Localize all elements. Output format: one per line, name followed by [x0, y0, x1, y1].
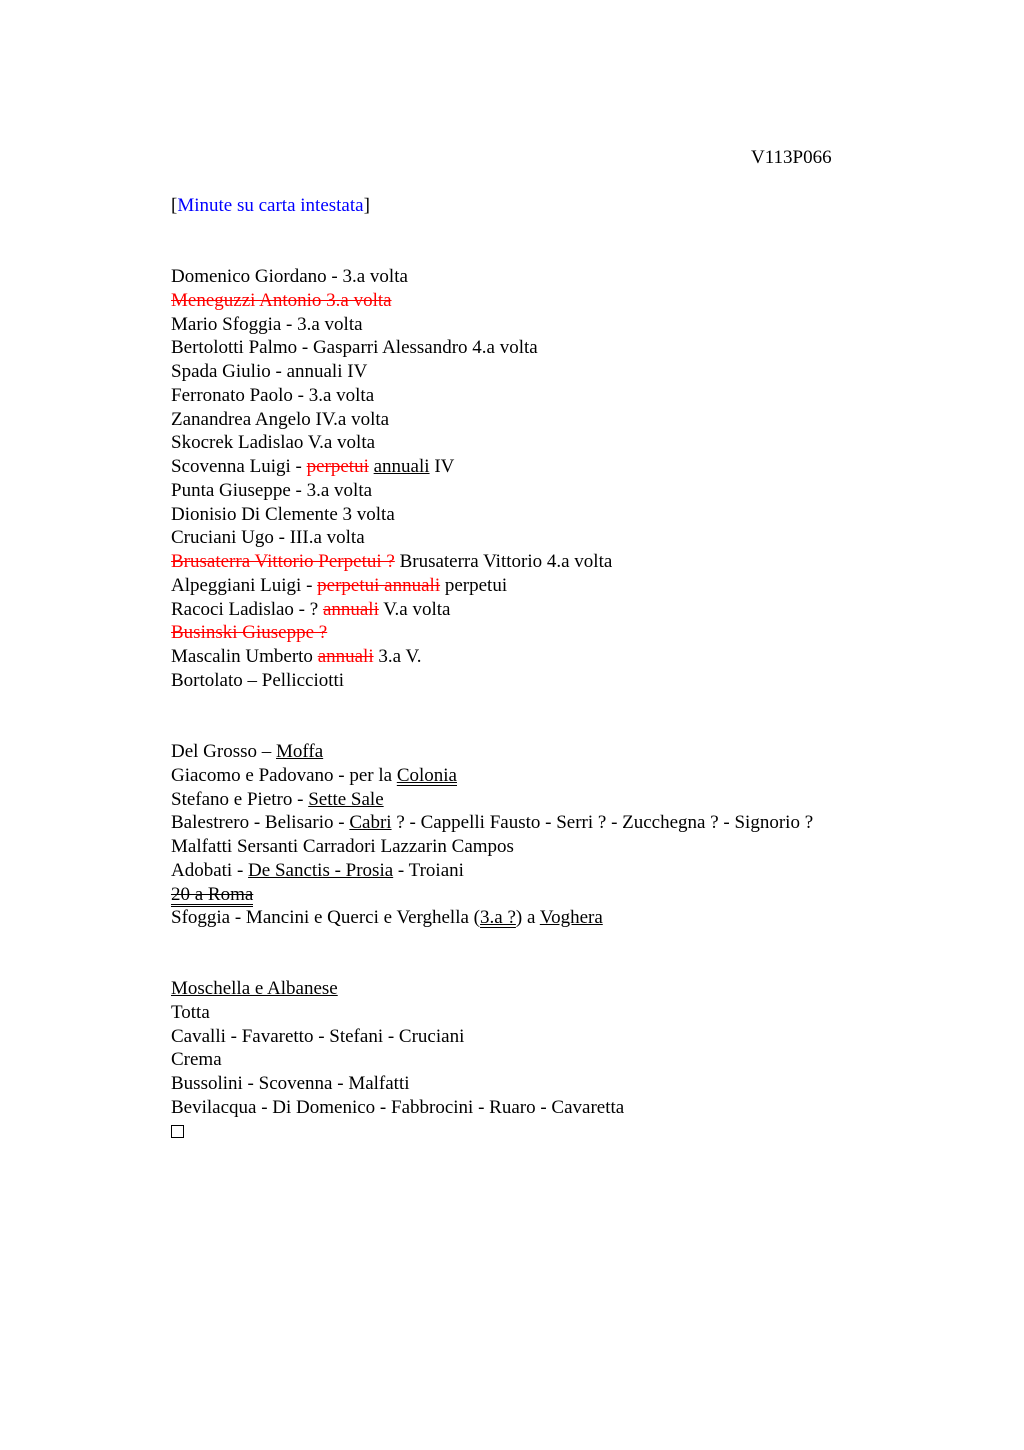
- line-text: - Troiani: [393, 859, 464, 881]
- list-line: Bussolini - Scovenna - Malfatti: [171, 1073, 410, 1094]
- list-line: Punta Giuseppe - 3.a volta: [171, 479, 373, 501]
- deleted-text: annuali: [322, 598, 379, 620]
- list-line: Dionisio Di Clemente 3 volta: [171, 503, 395, 525]
- note-bracket-open: [: [171, 195, 178, 216]
- list-line-deleted: Meneguzzi Antonio 3.a volta: [171, 289, 392, 311]
- list-line: [171, 883, 813, 907]
- line-text: Del Grosso –: [171, 741, 277, 762]
- line-text: Racoci Ladislao - ?: [171, 598, 323, 620]
- list-line: [171, 645, 612, 669]
- list-line: Bertolotti Palmo - Gasparri Alessandro 4.a volta: [171, 337, 538, 359]
- deleted-text: Brusaterra Vittorio Perpetui ?: [171, 551, 395, 572]
- list-line: Spada Giulio - annuali IV: [171, 361, 368, 382]
- list-line: Domenico Giordano - 3.a volta: [171, 266, 408, 287]
- deleted-text: perpetui: [306, 456, 369, 477]
- line-text: ? - Cappelli Fausto - Serri ? - Zucchegna ? - Signorio ?: [391, 812, 814, 834]
- note-bracket-close: ]: [363, 195, 370, 216]
- deleted-text: perpetui annuali: [317, 574, 441, 596]
- line-text: V.a volta: [378, 598, 451, 620]
- struck-text: 20 a Roma: [171, 883, 254, 905]
- line-text: IV: [429, 456, 455, 477]
- line-text: Sfoggia - Mancini e Querci e Verghella (: [171, 907, 481, 929]
- line-text: Giacomo e Padovano - per la: [171, 764, 397, 786]
- list-line: Malfatti Sersanti Carradori Lazzarin Campos: [171, 836, 514, 857]
- double-underlined-text: 3.a ?: [480, 907, 516, 929]
- double-underlined-text: Colonia: [396, 764, 457, 786]
- underlined-text: De Sanctis - Prosia: [248, 859, 394, 881]
- page-id: V113P066: [751, 147, 832, 168]
- list-line: Totta: [171, 1001, 210, 1023]
- underlined-text: Moschella e Albanese: [171, 978, 338, 999]
- list-line: [171, 740, 813, 764]
- note-text: Minute su carta intestata: [177, 195, 364, 216]
- list-line: [171, 859, 813, 883]
- line-text: Alpeggiani Luigi -: [171, 574, 318, 596]
- list-line: Skocrek Ladislao V.a volta: [171, 432, 376, 454]
- list-line: [171, 977, 624, 1001]
- list-line: [171, 598, 612, 622]
- name-list-block-1: [171, 265, 612, 693]
- line-text: Balestrero - Belisario -: [171, 812, 350, 834]
- list-line: Mario Sfoggia - 3.a volta: [171, 313, 363, 335]
- line-text: ) a: [515, 907, 540, 929]
- end-mark: [171, 1120, 624, 1144]
- list-line: Cavalli - Favaretto - Stefani - Cruciani: [171, 1025, 465, 1047]
- list-line: Zanandrea Angelo IV.a volta: [171, 408, 390, 430]
- line-text: Brusaterra Vittorio 4.a volta: [394, 551, 613, 572]
- underlined-text: Moffa: [276, 741, 324, 762]
- list-line-deleted: Businski Giuseppe ?: [171, 622, 328, 644]
- list-line: Cruciani Ugo - III.a volta: [171, 527, 365, 549]
- line-text: Mascalin Umberto: [171, 646, 318, 667]
- line-text: Stefano e Pietro -: [171, 788, 309, 810]
- underlined-text: Voghera: [539, 907, 603, 929]
- list-line: [171, 550, 612, 574]
- list-line: [171, 455, 612, 479]
- line-text: 3.a V.: [373, 646, 422, 667]
- heading-note: [171, 194, 370, 218]
- name-list-block-2: [171, 740, 813, 930]
- name-list-block-3: [171, 977, 624, 1143]
- list-line: [171, 811, 813, 835]
- line-text: Adobati -: [171, 859, 249, 881]
- checkbox-square-icon: [171, 1125, 184, 1138]
- list-line: Crema: [171, 1049, 222, 1071]
- list-line: [171, 788, 813, 812]
- deleted-text: annuali: [317, 646, 374, 667]
- list-line: Ferronato Paolo - 3.a volta: [171, 384, 375, 406]
- list-line: [171, 906, 813, 930]
- list-line: [171, 574, 612, 598]
- underlined-text: annuali: [373, 456, 430, 477]
- list-line: [171, 764, 813, 788]
- list-line: Bevilacqua - Di Domenico - Fabbrocini - Ruaro - Cavaretta: [171, 1096, 625, 1118]
- line-text: perpetui: [440, 574, 508, 596]
- list-line: Bortolato – Pellicciotti: [171, 669, 345, 691]
- line-text: Scovenna Luigi -: [171, 456, 307, 477]
- underlined-text: Cabri: [349, 812, 392, 834]
- underlined-text: Sette Sale: [308, 788, 384, 810]
